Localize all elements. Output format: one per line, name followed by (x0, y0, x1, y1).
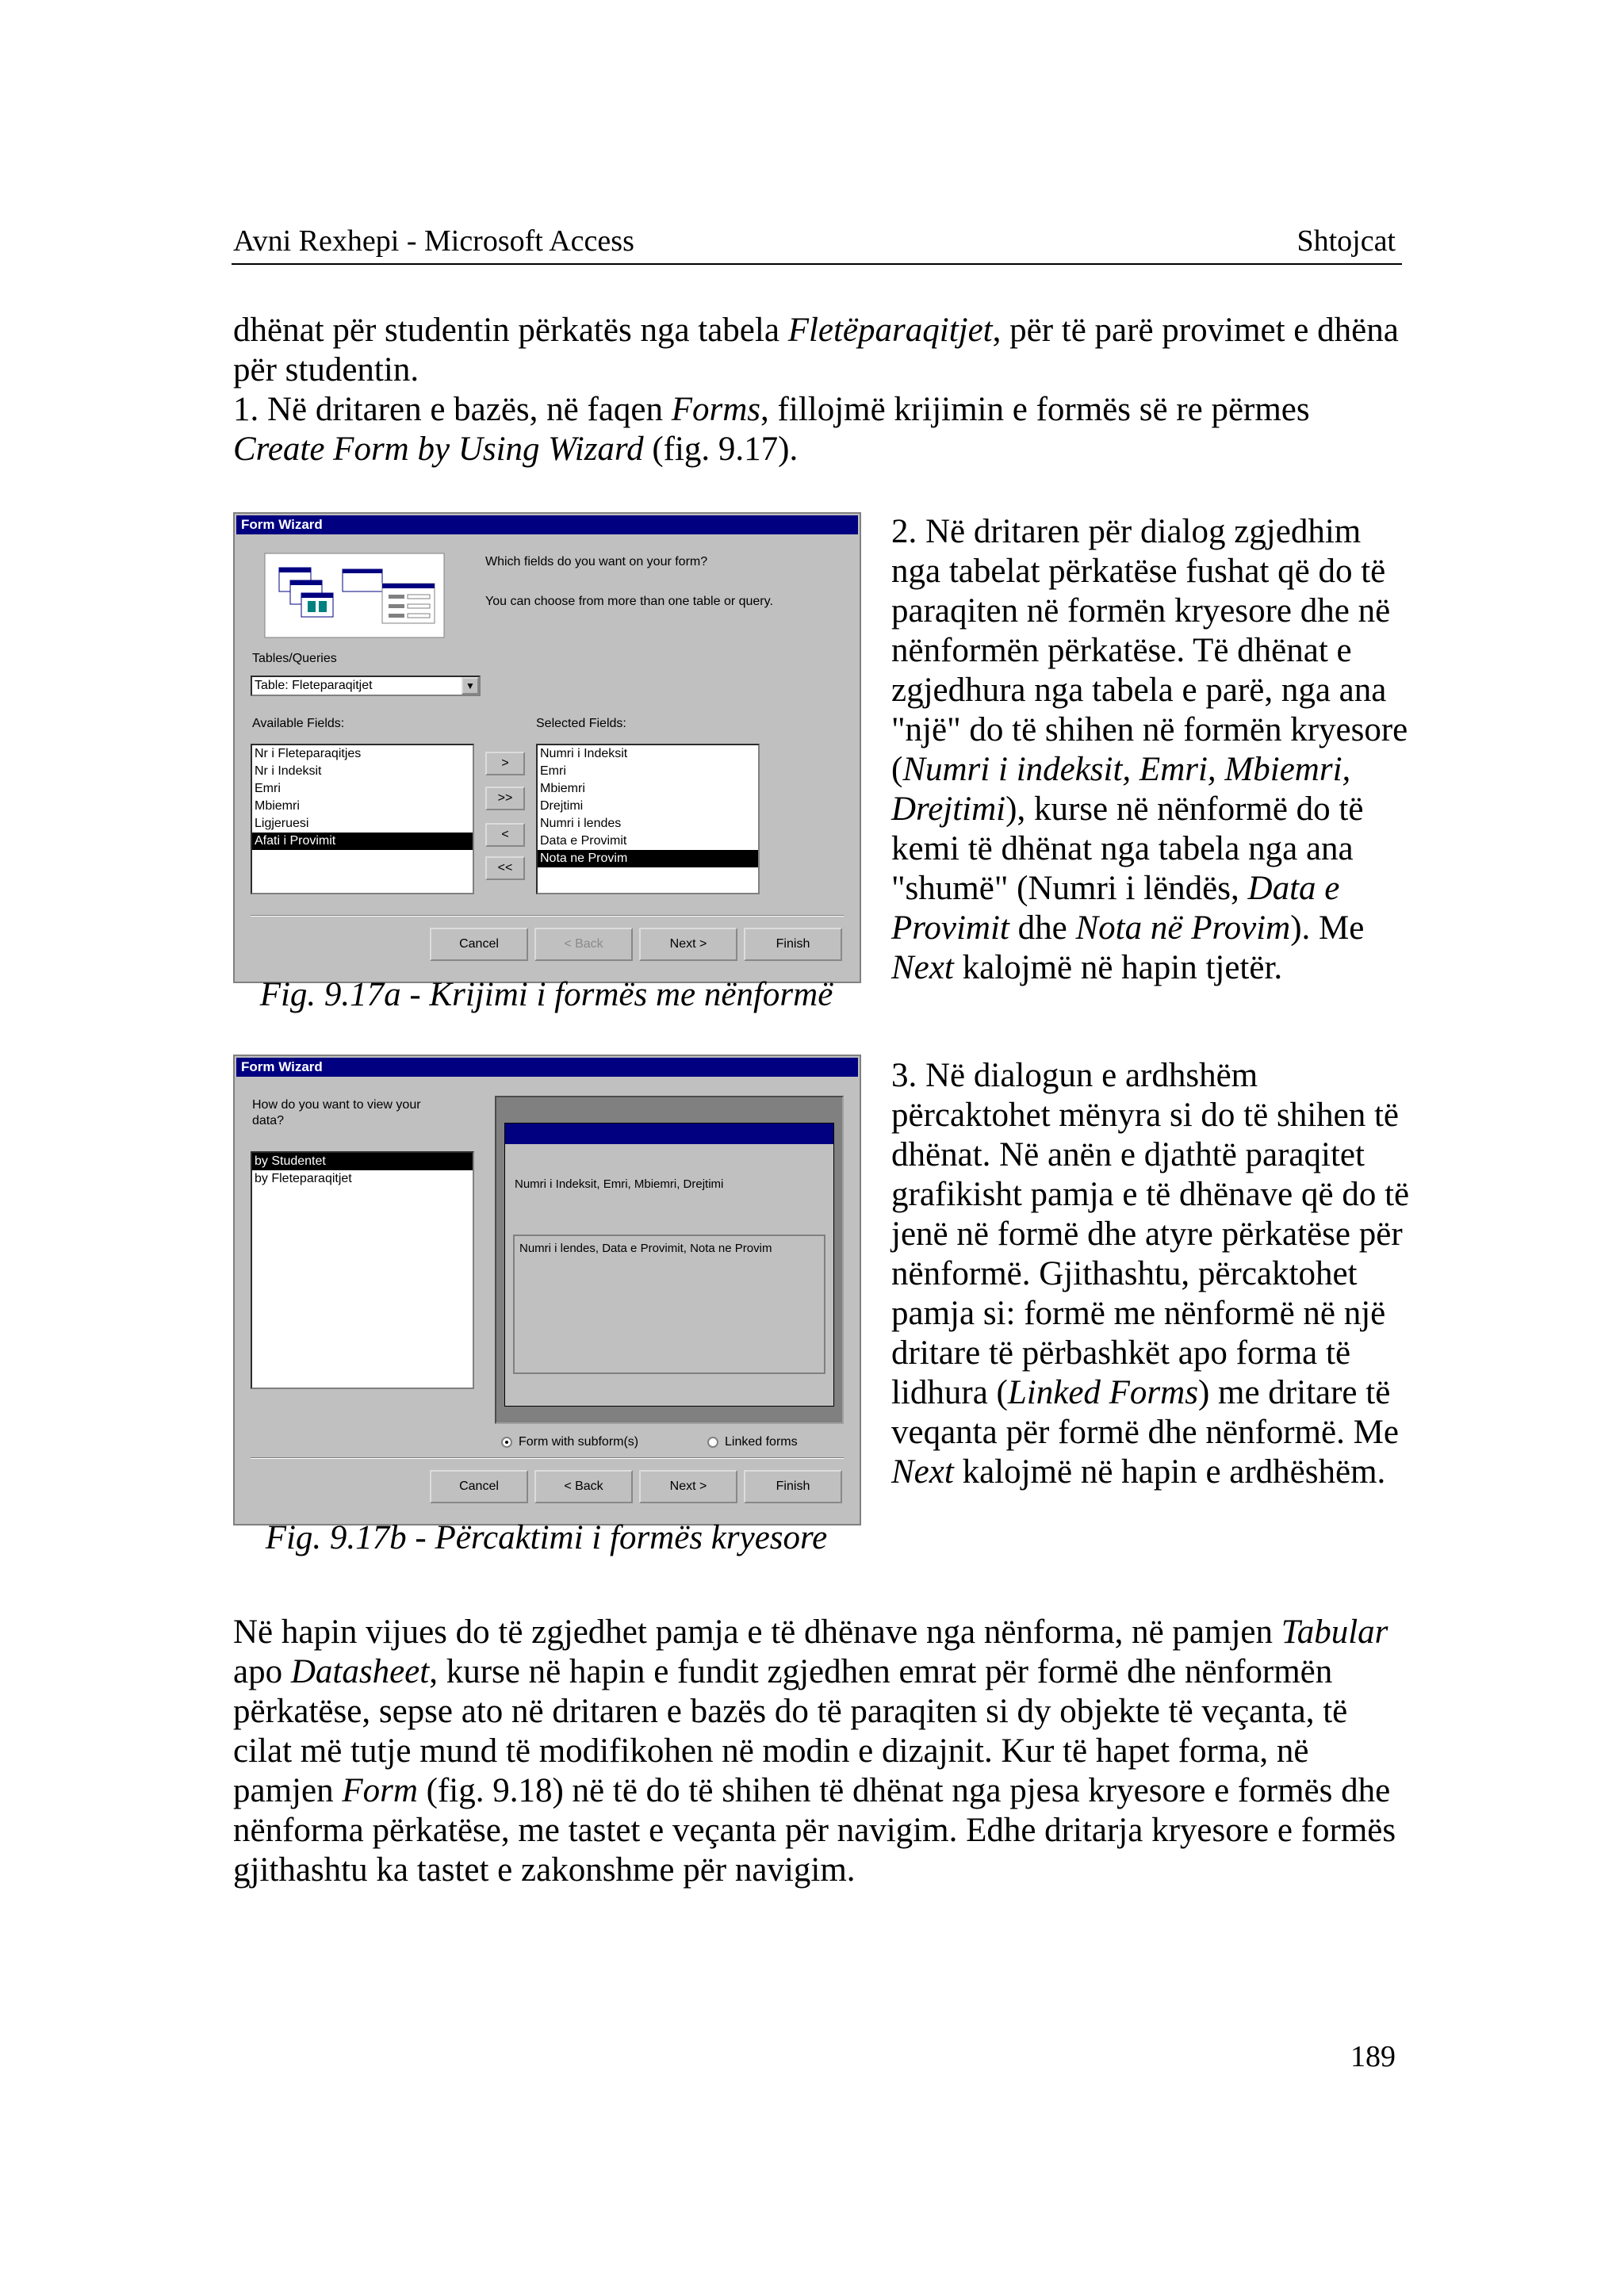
figure-a-caption: Fig. 9.17a - Krijimi i formës me nënformë (259, 976, 833, 1013)
running-header-left: Avni Rexhepi - Microsoft Access (233, 224, 634, 258)
selected-fields-list[interactable] (536, 744, 760, 894)
intro-text: (fig. 9.17). (643, 431, 799, 468)
step-3-text: kalojmë në hapin e ardhëshëm. (953, 1453, 1386, 1491)
cancel-button[interactable]: Cancel (430, 928, 528, 961)
form-with-subforms-radio[interactable] (501, 1437, 512, 1448)
move-all-left-button[interactable]: << (485, 856, 525, 880)
closing-paragraph (233, 1613, 1407, 1890)
selected-field-item[interactable]: Numri i lendes (540, 817, 622, 830)
selected-field-item[interactable]: Data e Provimit (540, 834, 627, 848)
back-button[interactable]: < Back (534, 1470, 633, 1503)
fields-question: Which fields do you want on your form? (485, 555, 708, 568)
fields-hint: You can choose from more than one table or query. (485, 595, 773, 608)
step-2-text: 2. Në dritaren për dialog zgjedhim nga tabelat përkatëse fushat që do të paraqiten në formën kryesore dhe në nënformën përkatëse. Të dhënat e zgjedhura nga tabela e parë, nga ana "një" do të shihen në formën kryesore ( (891, 513, 1408, 788)
closing-em: Tabular (1281, 1614, 1388, 1651)
tables-queries-combobox[interactable] (251, 676, 481, 696)
step-3-text: 3. Në dialogun e ardhshëm përcaktohet mënyra si do të shihen të dhënat. Në anën e djathtë paraqitet grafikisht pamja e të dhënave që do të jenë në formë dhe atyre përkatëse për nënformë. Gjithashtu, përcaktohet pamja si: formë me nënformë në një dritare të përbashkët apo forma të lidhura ( (891, 1057, 1410, 1411)
step-3-text: ) me dritare të veqanta për formë dhe nënformë. Me (891, 1374, 1399, 1451)
step-2-text: kalojmë në hapin tjetër. (953, 949, 1283, 986)
linked-forms-radio[interactable] (707, 1437, 718, 1448)
available-field-item[interactable]: Ligjeruesi (255, 817, 309, 830)
intro-paragraph (233, 311, 1407, 469)
header-rule (232, 263, 1402, 265)
subform-preview (513, 1235, 825, 1374)
step-3-paragraph (891, 1056, 1415, 1492)
intro-text: , fillojmë krijimin e formës së re përmes (760, 391, 1310, 428)
finish-button[interactable]: Finish (744, 928, 842, 961)
step-2-em: Nota në Provim (1075, 909, 1291, 947)
dialog-a-separator (251, 915, 844, 917)
tables-queries-value: Table: Fleteparaqitjet (255, 679, 373, 692)
dialog-b-separator (251, 1457, 844, 1459)
closing-text: apo (233, 1653, 291, 1690)
closing-em: Datasheet (290, 1653, 430, 1690)
step-2-text: ). Me (1290, 909, 1365, 947)
finish-button[interactable]: Finish (744, 1470, 842, 1503)
available-fields-list[interactable] (251, 744, 474, 894)
move-all-right-button[interactable]: >> (485, 787, 525, 810)
intro-em: Forms (671, 391, 761, 428)
form-layout-preview (495, 1096, 844, 1424)
closing-text: , kurse në hapin e fundit zgjedhen emrat për formë dhe nënformën përkatëse, sepse ato në dritaren e bazës do të paraqiten si dy objekte të veçanta, të cilat më tutje mund të modifikohen në modin e dizajnit. Kur të hapet forma, në pamjen (233, 1653, 1348, 1809)
view-question: How do you want to view your data? (252, 1098, 421, 1127)
available-fields-label: Available Fields: (252, 717, 345, 730)
tables-queries-label: Tables/Queries (252, 652, 337, 665)
next-button[interactable]: Next > (639, 1470, 737, 1503)
main-form-fields: Numri i Indeksit, Emri, Mbiemri, Drejtimi (515, 1177, 724, 1191)
form-with-subforms-label: Form with subform(s) (519, 1435, 639, 1449)
wizard-illustration-icon (263, 552, 446, 639)
step-2-paragraph (891, 512, 1415, 988)
view-by-list[interactable] (251, 1151, 474, 1389)
available-field-item[interactable]: Afati i Provimit (252, 833, 473, 850)
selected-fields-label: Selected Fields: (536, 717, 626, 730)
step-2-em: Numri i indeksit, Emri, Mbiemri, Drejtimi (891, 751, 1351, 828)
intro-text: dhënat për studentin përkatës nga tabela (233, 312, 788, 349)
view-by-item[interactable]: by Fleteparaqitjet (255, 1172, 352, 1185)
subform-fields: Numri i lendes, Data e Provimit, Nota ne Provim (519, 1242, 772, 1255)
available-field-item[interactable]: Emri (255, 782, 281, 795)
selected-field-item[interactable]: Emri (540, 764, 566, 778)
step-3-em: Next (891, 1453, 954, 1491)
step-2-text: dhe (1009, 909, 1076, 947)
closing-text: (fig. 9.18) në të do të shihen të dhënat nga pjesa kryesore e formës dhe nënforma përkatëse, me tastet e veçanta për navigim. Edhe dritarja kryesore e formës gjithashtu ka tastet e zakonshme për navigim. (233, 1772, 1396, 1889)
step-2-em: Data e Provimit (891, 870, 1340, 947)
available-field-item[interactable]: Nr i Indeksit (255, 764, 322, 778)
intro-text: 1. Në dritaren e bazës, në faqen (233, 391, 672, 428)
cancel-button[interactable]: Cancel (430, 1470, 528, 1503)
closing-em: Form (342, 1772, 418, 1809)
selected-field-item[interactable]: Nota ne Provim (538, 850, 758, 867)
closing-text: Në hapin vijues do të zgjedhet pamja e të dhënave nga nënforma, në pamjen (233, 1614, 1281, 1651)
linked-forms-label: Linked forms (725, 1435, 798, 1449)
main-form-preview-titlebar (505, 1124, 833, 1144)
available-field-item[interactable]: Mbiemri (255, 799, 300, 813)
step-2-em: Next (891, 949, 954, 986)
chevron-down-icon[interactable]: ▼ (462, 677, 479, 695)
intro-em: Create Form by Using Wizard (233, 431, 644, 468)
move-one-left-button[interactable]: < (485, 823, 525, 847)
intro-em: Fletëparaqitjet (787, 312, 993, 349)
next-button[interactable]: Next > (639, 928, 737, 961)
selected-field-item[interactable]: Drejtimi (540, 799, 584, 813)
back-button[interactable]: < Back (534, 928, 633, 961)
dialog-a-titlebar: Form Wizard (236, 515, 858, 534)
selected-field-item[interactable]: Mbiemri (540, 782, 585, 795)
move-one-right-button[interactable]: > (485, 752, 525, 775)
page-number: 189 (1350, 2040, 1396, 2073)
form-wizard-dialog-a (233, 512, 861, 983)
figure-b-caption: Fig. 9.17b - Përcaktimi i formës kryesore (265, 1519, 828, 1556)
view-by-item[interactable]: by Studentet (252, 1153, 473, 1170)
intro-text: , për të parë provimet e dhëna për studentin. (233, 312, 1399, 389)
dialog-b-titlebar: Form Wizard (236, 1058, 858, 1077)
selected-field-item[interactable]: Numri i Indeksit (540, 747, 628, 760)
available-field-item[interactable]: Nr i Fleteparaqitjes (255, 747, 362, 760)
step-3-em: Linked Forms (1007, 1374, 1198, 1411)
main-form-preview (504, 1123, 834, 1407)
step-2-text: ), kurse në nënformë do të kemi të dhënat nga tabela nga ana "shumë" (Numri i lëndës, (891, 790, 1364, 907)
form-wizard-dialog-b (233, 1055, 861, 1525)
running-header-right: Shtojcat (1297, 224, 1396, 258)
